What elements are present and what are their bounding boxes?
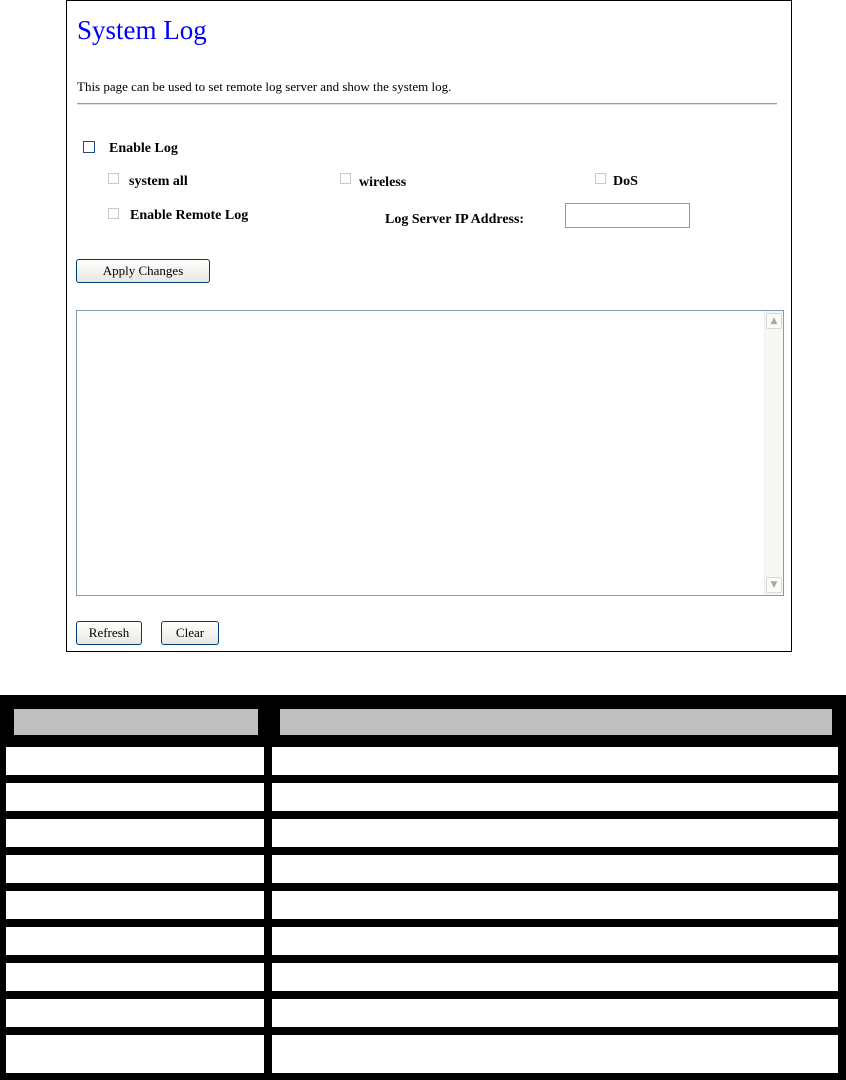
scroll-down-icon[interactable]: ▼ [766,577,782,593]
clear-button[interactable]: Clear [161,621,219,645]
log-scrollbar[interactable] [764,311,783,595]
scroll-up-icon[interactable]: ▲ [766,313,782,329]
table-row-cell [272,819,838,847]
system-all-checkbox[interactable] [108,173,119,184]
page-title: System Log [77,15,207,45]
table-row-cell [272,1035,838,1073]
wireless-label: wireless [359,175,407,190]
divider [77,103,777,105]
apply-changes-button[interactable]: Apply Changes [76,259,210,283]
table-row-cell [6,999,264,1027]
table-row-cell [272,855,838,883]
dos-checkbox[interactable] [595,173,606,184]
system-log-content [81,315,761,591]
table-row-cell [272,963,838,991]
log-server-ip-input[interactable] [565,203,690,228]
enable-remote-log-checkbox[interactable] [108,208,119,219]
enable-log-label: Enable Log [109,141,178,156]
wireless-checkbox[interactable] [340,173,351,184]
enable-log-checkbox[interactable] [83,141,95,153]
table-row-cell [272,783,838,811]
table-row-cell [6,819,264,847]
table-row-cell [6,1035,264,1073]
log-server-ip-label: Log Server IP Address: [385,212,525,227]
table-header-cell [14,709,258,735]
dos-label: DoS [613,174,638,189]
table-row-cell [272,999,838,1027]
table-row-cell [6,855,264,883]
system-log-textarea[interactable] [76,310,784,596]
table-row-cell [6,927,264,955]
table-row-cell [6,747,264,775]
table-row-cell [272,891,838,919]
table-row-cell [6,891,264,919]
system-all-label: system all [129,174,188,189]
enable-remote-log-label: Enable Remote Log [130,208,249,223]
table-row-cell [272,747,838,775]
table-row-cell [6,783,264,811]
refresh-button[interactable]: Refresh [76,621,142,645]
page-description: This page can be used to set remote log server and show the system log. [77,79,452,94]
system-log-page [66,0,792,652]
table-row-cell [6,963,264,991]
table-row-cell [272,927,838,955]
parameter-table [0,695,846,1080]
table-header-cell [280,709,832,735]
